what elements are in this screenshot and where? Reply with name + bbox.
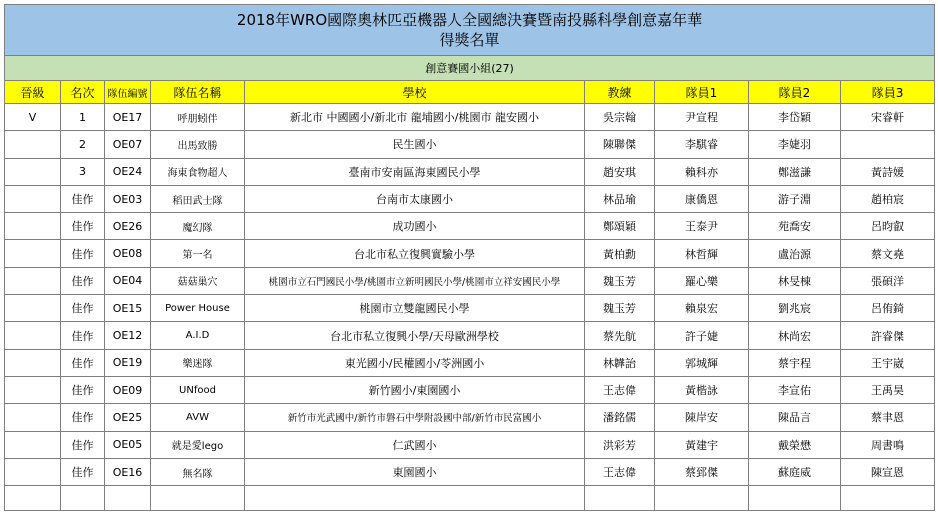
- team-code-cell: OE15: [105, 295, 151, 322]
- member-3-cell: 黃詩媛: [841, 158, 935, 185]
- empty-cell: [61, 486, 105, 511]
- coach-cell: 蔡先航: [585, 322, 655, 349]
- rank-cell: 佳作: [61, 213, 105, 240]
- member-1-cell: 李騏睿: [655, 131, 749, 158]
- award-table: [4, 4, 935, 511]
- advance-cell: [5, 267, 61, 294]
- school-cell: 新北市 中國國小/新北市 龍埔國小/桃園市 龍安國小: [245, 104, 585, 131]
- member-1-cell: 賴泉宏: [655, 295, 749, 322]
- member-3-cell: 許睿傑: [841, 322, 935, 349]
- member-1-cell: 黃楷詠: [655, 376, 749, 403]
- title-line-2: 得獎名單: [439, 31, 500, 49]
- team-code-cell: OE17: [105, 104, 151, 131]
- empty-cell: [655, 486, 749, 511]
- header-member-1: 隊員1: [655, 81, 749, 104]
- member-3-cell: 蔡文堯: [841, 240, 935, 267]
- team-name-cell: 菇菇巢穴: [151, 267, 245, 294]
- team-name-cell: 就是愛lego: [151, 431, 245, 458]
- team-name-cell: 海東食物超人: [151, 158, 245, 185]
- table-row: [5, 295, 935, 322]
- table-row: [5, 240, 935, 267]
- table-row: [5, 349, 935, 376]
- advance-cell: [5, 431, 61, 458]
- team-code-cell: OE16: [105, 458, 151, 485]
- member-1-cell: 康僑恩: [655, 185, 749, 212]
- member-3-cell: 呂昀叡: [841, 213, 935, 240]
- school-cell: 仁武國小: [245, 431, 585, 458]
- team-name-cell: 魔幻隊: [151, 213, 245, 240]
- member-3-cell: 張碩洋: [841, 267, 935, 294]
- rank-cell: 佳作: [61, 458, 105, 485]
- coach-cell: 吳宗翰: [585, 104, 655, 131]
- table-row: [5, 322, 935, 349]
- member-3-cell: 周書鳴: [841, 431, 935, 458]
- member-2-cell: 李宣佑: [749, 376, 841, 403]
- member-1-cell: 蔡郅傑: [655, 458, 749, 485]
- member-2-cell: 林旻棟: [749, 267, 841, 294]
- advance-cell: [5, 131, 61, 158]
- coach-cell: 潘銘儒: [585, 404, 655, 431]
- advance-cell: [5, 349, 61, 376]
- coach-cell: 黃柏勳: [585, 240, 655, 267]
- header-school: 學校: [245, 81, 585, 104]
- member-1-cell: 陳岸安: [655, 404, 749, 431]
- table-row: [5, 458, 935, 485]
- title-line-1: 2018年WRO國際奧林匹亞機器人全國總決賽暨南投縣科學創意嘉年華: [236, 11, 703, 29]
- member-3-cell: 陳宣恩: [841, 458, 935, 485]
- table-row: [5, 267, 935, 294]
- school-cell: 東光國小/民權國小/苓洲國小: [245, 349, 585, 376]
- table-row: [5, 185, 935, 212]
- member-2-cell: 蘇庭威: [749, 458, 841, 485]
- title-row: [5, 5, 935, 56]
- empty-cell: [749, 486, 841, 511]
- team-code-cell: OE04: [105, 267, 151, 294]
- advance-cell: [5, 322, 61, 349]
- team-code-cell: OE25: [105, 404, 151, 431]
- empty-cell: [151, 486, 245, 511]
- rank-cell: 佳作: [61, 404, 105, 431]
- coach-cell: 洪彩芳: [585, 431, 655, 458]
- member-1-cell: 黃建宇: [655, 431, 749, 458]
- header-coach: 教練: [585, 81, 655, 104]
- member-3-cell: 王宇崴: [841, 349, 935, 376]
- member-1-cell: 王泰尹: [655, 213, 749, 240]
- advance-cell: [5, 458, 61, 485]
- team-code-cell: OE07: [105, 131, 151, 158]
- member-1-cell: 尹宣程: [655, 104, 749, 131]
- school-cell: 成功國小: [245, 213, 585, 240]
- school-cell: 桃園市立雙龍國民小學: [245, 295, 585, 322]
- table-row: [5, 158, 935, 185]
- rank-cell: 3: [61, 158, 105, 185]
- rank-cell: 佳作: [61, 349, 105, 376]
- member-3-cell: [841, 131, 935, 158]
- member-1-cell: 羅心樂: [655, 267, 749, 294]
- category-subtitle: 創意賽國小組(27): [5, 56, 935, 81]
- team-code-cell: OE03: [105, 185, 151, 212]
- advance-cell: V: [5, 104, 61, 131]
- coach-cell: 王志偉: [585, 458, 655, 485]
- member-1-cell: 許子婕: [655, 322, 749, 349]
- team-code-cell: OE26: [105, 213, 151, 240]
- team-name-cell: 第一名: [151, 240, 245, 267]
- school-cell: 新竹市光武國中/新竹市磐石中學附設國中部/新竹市民富國小: [245, 404, 585, 431]
- header-row: [5, 81, 935, 104]
- empty-cell: [585, 486, 655, 511]
- member-3-cell: 呂侑錡: [841, 295, 935, 322]
- school-cell: 臺南市安南區海東國民小學: [245, 158, 585, 185]
- rank-cell: 佳作: [61, 295, 105, 322]
- team-code-cell: OE09: [105, 376, 151, 403]
- team-name-cell: 出馬致勝: [151, 131, 245, 158]
- coach-cell: 王志偉: [585, 376, 655, 403]
- rank-cell: 佳作: [61, 322, 105, 349]
- team-code-cell: OE08: [105, 240, 151, 267]
- rank-cell: 佳作: [61, 267, 105, 294]
- empty-cell: [5, 486, 61, 511]
- team-code-cell: OE24: [105, 158, 151, 185]
- coach-cell: 魏玉芳: [585, 295, 655, 322]
- table-body: [5, 104, 935, 486]
- team-name-cell: 無名隊: [151, 458, 245, 485]
- header-team-name: 隊伍名稱: [151, 81, 245, 104]
- member-2-cell: 陳品言: [749, 404, 841, 431]
- member-3-cell: 宋睿軒: [841, 104, 935, 131]
- table-row: [5, 376, 935, 403]
- member-2-cell: 盧治源: [749, 240, 841, 267]
- rank-cell: 1: [61, 104, 105, 131]
- table-row: [5, 104, 935, 131]
- team-code-cell: OE19: [105, 349, 151, 376]
- advance-cell: [5, 213, 61, 240]
- school-cell: 新竹國小/東園國小: [245, 376, 585, 403]
- award-sheet: [4, 4, 934, 511]
- member-1-cell: 賴科亦: [655, 158, 749, 185]
- empty-cell: [245, 486, 585, 511]
- member-3-cell: 趙柏宸: [841, 185, 935, 212]
- school-cell: 台北市私立復興小學/天母歐洲學校: [245, 322, 585, 349]
- header-member-2: 隊員2: [749, 81, 841, 104]
- subtitle-row: [5, 56, 935, 81]
- rank-cell: 2: [61, 131, 105, 158]
- school-cell: 東園國小: [245, 458, 585, 485]
- coach-cell: 林品瑜: [585, 185, 655, 212]
- team-name-cell: 稻田武士隊: [151, 185, 245, 212]
- school-cell: 台北市私立復興實驗小學: [245, 240, 585, 267]
- coach-cell: 陳聯傑: [585, 131, 655, 158]
- member-1-cell: 林哲輝: [655, 240, 749, 267]
- team-name-cell: UNfood: [151, 376, 245, 403]
- member-3-cell: 蔡聿恩: [841, 404, 935, 431]
- table-row: [5, 404, 935, 431]
- header-rank: 名次: [61, 81, 105, 104]
- table-row: [5, 213, 935, 240]
- member-2-cell: 劉兆宸: [749, 295, 841, 322]
- team-name-cell: A.I.D: [151, 322, 245, 349]
- team-name-cell: Power House: [151, 295, 245, 322]
- empty-cell: [841, 486, 935, 511]
- advance-cell: [5, 240, 61, 267]
- team-code-cell: OE05: [105, 431, 151, 458]
- table-row: [5, 131, 935, 158]
- header-member-3: 隊員3: [841, 81, 935, 104]
- team-name-cell: 呼朋蚓伴: [151, 104, 245, 131]
- empty-row: [5, 486, 935, 511]
- team-code-cell: OE12: [105, 322, 151, 349]
- member-2-cell: 林尚宏: [749, 322, 841, 349]
- member-1-cell: 郭城輝: [655, 349, 749, 376]
- member-2-cell: 蔡宇程: [749, 349, 841, 376]
- rank-cell: 佳作: [61, 431, 105, 458]
- rank-cell: 佳作: [61, 240, 105, 267]
- coach-cell: 林韡詒: [585, 349, 655, 376]
- coach-cell: 魏玉芳: [585, 267, 655, 294]
- team-name-cell: AVW: [151, 404, 245, 431]
- coach-cell: 鄭頌穎: [585, 213, 655, 240]
- member-2-cell: 鄭滋謙: [749, 158, 841, 185]
- header-advance: 晉級: [5, 81, 61, 104]
- team-name-cell: 樂迷隊: [151, 349, 245, 376]
- advance-cell: [5, 185, 61, 212]
- member-2-cell: 游子淵: [749, 185, 841, 212]
- advance-cell: [5, 158, 61, 185]
- member-2-cell: 戴榮懋: [749, 431, 841, 458]
- member-2-cell: 李婕羽: [749, 131, 841, 158]
- rank-cell: 佳作: [61, 185, 105, 212]
- coach-cell: 趙安琪: [585, 158, 655, 185]
- header-team-code: 隊伍編號: [105, 81, 151, 104]
- advance-cell: [5, 376, 61, 403]
- advance-cell: [5, 295, 61, 322]
- empty-cell: [105, 486, 151, 511]
- school-cell: 民生國小: [245, 131, 585, 158]
- member-3-cell: 王禹昊: [841, 376, 935, 403]
- member-2-cell: 李岱穎: [749, 104, 841, 131]
- rank-cell: 佳作: [61, 376, 105, 403]
- school-cell: 桃園市立石門國民小學/桃園市立新明國民小學/桃園市立祥安國民小學: [245, 267, 585, 294]
- page-title: [5, 5, 935, 56]
- table-row: [5, 431, 935, 458]
- school-cell: 台南市太康國小: [245, 185, 585, 212]
- advance-cell: [5, 404, 61, 431]
- member-2-cell: 苑喬安: [749, 213, 841, 240]
